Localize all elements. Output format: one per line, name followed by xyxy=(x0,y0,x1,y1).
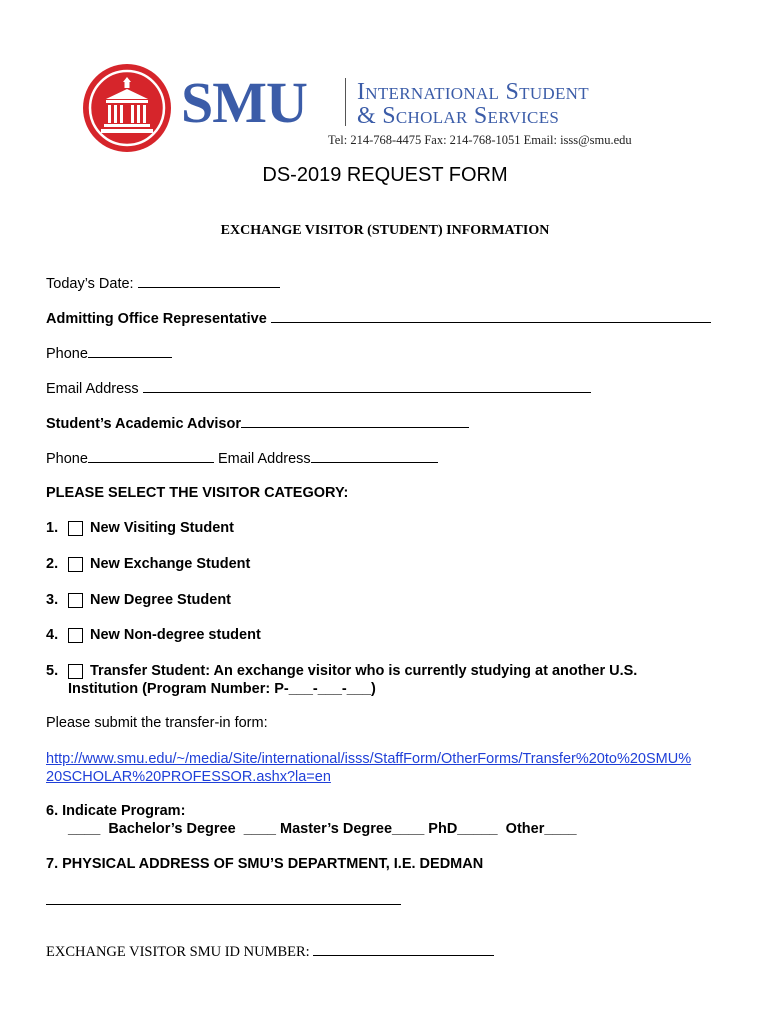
smu-seal-logo xyxy=(82,63,172,153)
email2-field[interactable] xyxy=(311,450,438,463)
category-2-number: 2. xyxy=(46,556,59,572)
category-4-label: New Non-degree student xyxy=(90,627,261,643)
admitting-rep-row xyxy=(46,310,711,328)
category-5-label: Transfer Student: An exchange visitor who is currently studying at another U.S. xyxy=(90,663,638,679)
smu-id-row xyxy=(46,943,494,961)
advisor-row xyxy=(46,415,469,433)
category-heading: PLEASE SELECT THE VISITOR CATEGORY: xyxy=(46,485,349,501)
smu-logo-text: SMU xyxy=(181,70,307,135)
email-field[interactable] xyxy=(143,380,591,393)
category-3-checkbox[interactable] xyxy=(68,593,83,608)
form-title: DS-2019 REQUEST FORM xyxy=(262,164,508,186)
phone2-field[interactable] xyxy=(88,450,214,463)
transfer-note: Please submit the transfer-in form: xyxy=(46,715,268,731)
category-5-number: 5. xyxy=(46,663,59,679)
category-1-number: 1. xyxy=(46,520,59,536)
address-field[interactable] xyxy=(46,904,401,905)
smu-id-label: EXCHANGE VISITOR SMU ID NUMBER: xyxy=(46,944,310,960)
form-subtitle: EXCHANGE VISITOR (STUDENT) INFORMATION xyxy=(220,223,550,238)
address-heading: 7. PHYSICAL ADDRESS OF SMU’S DEPARTMENT, I.E. DEDMAN xyxy=(46,856,484,872)
phone-row xyxy=(46,345,172,363)
category-1-checkbox[interactable] xyxy=(68,521,83,536)
email-row xyxy=(46,380,591,398)
email-label: Email Address xyxy=(46,381,139,397)
category-4-number: 4. xyxy=(46,627,59,643)
header-divider xyxy=(345,78,346,126)
phone-label: Phone xyxy=(46,346,88,362)
category-3-label: New Degree Student xyxy=(90,592,231,608)
org-name-line1: International Student xyxy=(357,79,589,105)
advisor-field[interactable] xyxy=(241,415,469,428)
admitting-rep-field[interactable] xyxy=(271,310,711,323)
contact-info: Tel: 214-768-4475 Fax: 214-768-1051 Email: isss@smu.edu xyxy=(328,133,632,147)
category-2-checkbox[interactable] xyxy=(68,557,83,572)
advisor-label: Student’s Academic Advisor xyxy=(46,416,241,432)
category-5-checkbox[interactable] xyxy=(68,664,83,679)
email2-label: Email Address xyxy=(217,451,311,467)
category-5-label-line2: Institution (Program Number: P-___-___-___) xyxy=(68,681,376,697)
org-name-line2: & Scholar Services xyxy=(357,103,560,129)
transfer-form-link-line2[interactable]: 20SCHOLAR%20PROFESSOR.ashx?la=en xyxy=(46,769,331,785)
transfer-form-link-line1[interactable]: http://www.smu.edu/~/media/Site/international/isss/StaffForm/OtherForms/Transfer%20to%20SMU% xyxy=(46,751,692,767)
category-4-checkbox[interactable] xyxy=(68,628,83,643)
todays-date-field[interactable] xyxy=(138,275,280,288)
smu-id-field[interactable] xyxy=(313,943,494,956)
advisor-contact-row xyxy=(46,450,438,468)
category-3-number: 3. xyxy=(46,592,59,608)
admitting-rep-label: Admitting Office Representative xyxy=(46,311,267,327)
program-heading: 6. Indicate Program: xyxy=(46,803,186,819)
todays-date-label: Today’s Date: xyxy=(46,276,134,292)
phone-field[interactable] xyxy=(88,345,172,358)
category-2-label: New Exchange Student xyxy=(90,556,251,572)
todays-date-row xyxy=(46,275,280,293)
program-options[interactable]: ____ Bachelor’s Degree ____ Master’s Degree____ PhD_____ Other____ xyxy=(68,821,577,837)
phone2-label: Phone xyxy=(46,451,88,467)
category-1-label: New Visiting Student xyxy=(90,520,234,536)
